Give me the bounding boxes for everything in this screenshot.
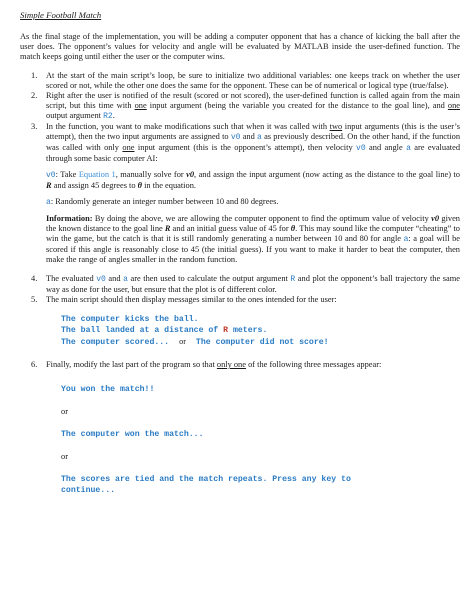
- or-separator: or: [179, 337, 186, 346]
- list-item-5: [20, 295, 460, 348]
- info-label: Information:: [46, 214, 93, 223]
- item-text: : Randomly generate an integer number between 10 and 80 degrees.: [50, 197, 279, 206]
- item-text: are then used to calculate the output argument: [127, 274, 291, 283]
- item-text: By doing the above, we are allowing the computer opponent to find the optimum value of velocity: [92, 214, 432, 223]
- underlined-text: one: [447, 101, 460, 110]
- math-var: v0: [431, 214, 440, 223]
- list-item-2: [20, 91, 460, 122]
- code-token: a: [46, 198, 51, 207]
- list-item-3: [20, 122, 460, 265]
- code-token: v0: [46, 171, 56, 180]
- v0-paragraph: [46, 170, 460, 191]
- item-text: and assign 45 degrees to: [51, 181, 138, 190]
- list-number: 6.: [31, 360, 38, 369]
- item-text: , and assign the input argument (now acting as the distance to the goal line) to: [194, 170, 460, 179]
- item-text: of the following three messages appear:: [245, 360, 382, 369]
- item-text: output argument: [46, 111, 104, 120]
- or-separator: or: [61, 407, 68, 416]
- code-token: a: [257, 133, 262, 142]
- item-text: and an initial guess value of 45 for: [170, 224, 291, 233]
- item-text: The evaluated: [46, 274, 97, 283]
- page-title: Simple Football Match: [20, 10, 102, 20]
- code-token: a: [123, 275, 128, 284]
- item-text: Finally, modify the last part of the program so that: [46, 360, 217, 369]
- underlined-text: one: [122, 143, 135, 152]
- item-text: and angle: [365, 143, 407, 152]
- computer-messages: [61, 314, 460, 348]
- document-page: [20, 10, 460, 496]
- item-text: : Take: [55, 170, 79, 179]
- message-text: The computer scored...: [61, 338, 170, 347]
- item-text: given the known distance to the goal line: [46, 214, 460, 233]
- item-text: and plot the opponent’s ball trajectory the same way as done for the user, but ensure that the plot is of different color.: [46, 274, 460, 294]
- match-message-lost: The computer won the match...: [61, 430, 204, 439]
- message-line: The computer kicks the ball.: [61, 315, 199, 324]
- code-token: v0: [356, 144, 366, 153]
- math-var: R: [46, 181, 52, 190]
- math-var: R: [164, 224, 171, 233]
- math-var: θ: [290, 224, 296, 233]
- information-paragraph: [46, 214, 460, 265]
- code-token: a: [406, 144, 411, 153]
- code-token: v0: [96, 275, 106, 284]
- item-text: Right after the user is notified of the result (scored or not scored), the user-defined function is called again from the main script, but this time with: [46, 91, 460, 110]
- item-text: At the start of the main script’s loop, be sure to initialize two additional variables: one keeps track on whether the user scored or not, while the other one does the same for the opponent. These can be of numerical or logical type (true/false).: [46, 71, 460, 90]
- code-token: R2: [103, 112, 113, 121]
- match-message-won: You won the match!!: [61, 385, 155, 394]
- item-text: and: [105, 274, 124, 283]
- message-line: [61, 325, 460, 336]
- underlined-text: only one: [216, 360, 246, 369]
- item-text: as previously described. On the other hand, if the function was called with only: [46, 132, 461, 152]
- list-number: 2.: [31, 91, 38, 100]
- a-paragraph: [46, 197, 460, 208]
- message-line: The scores are tied and the match repeats. Press any key to: [61, 475, 351, 484]
- math-var: θ: [137, 181, 143, 190]
- item-text: : a goal will be scored if this angle is reasonably close to 45 (the initial guess). If you want to make it harder to beat the computer, then make the range of angles smaller in the random function.: [46, 234, 460, 264]
- math-var: v0: [186, 170, 195, 179]
- underlined-text: one: [134, 101, 147, 110]
- list-number: 1.: [31, 71, 38, 80]
- message-text: meters.: [228, 326, 268, 335]
- list-number: 4.: [31, 274, 38, 283]
- item-text: . This may sound like the computer “cheating” to win the game, but the catch is that it is still randomly generating a number between 10 and 80 for angle: [46, 224, 460, 243]
- item-text: input arguments (this is the user’s attempt), then the two input arguments are assigned to: [46, 122, 460, 141]
- message-line: [61, 336, 460, 348]
- match-message-tied: [61, 474, 460, 496]
- code-token: a: [403, 235, 409, 244]
- code-token: R: [290, 275, 296, 284]
- list-item-1: [20, 71, 460, 91]
- item-text: in the equation.: [142, 181, 196, 190]
- item-text: input argument (this is the opponent’s attempt), then velocity: [134, 143, 357, 152]
- item-text: are evaluated through some basic computer AI:: [46, 143, 461, 163]
- item-text: input argument (being the variable you created for the distance to the goal line), and: [146, 101, 448, 110]
- message-line: continue...: [61, 486, 116, 495]
- list-number: 3.: [31, 122, 38, 131]
- list-number: 5.: [31, 295, 38, 304]
- list-item-6: [20, 360, 460, 496]
- intro-paragraph: As the final stage of the implementation, you will be adding a computer opponent that has a chance of kicking the ball after the user does. The opponent’s values for velocity and angle will be evaluated by MATLAB inside the user-defined function. The match keeps going until either the user or the computer wins.: [20, 32, 460, 61]
- equation-link[interactable]: Equation 1: [78, 170, 116, 179]
- item-text: and: [240, 132, 258, 141]
- message-variable: R: [223, 326, 229, 335]
- item-text: The main script should then display messages similar to the ones intended for the user:: [46, 295, 337, 304]
- message-text: The computer did not score!: [195, 338, 329, 347]
- or-separator: or: [61, 452, 68, 461]
- item-text: .: [112, 111, 115, 120]
- message-text: The ball landed at a distance of: [61, 326, 224, 335]
- item-text: , manually solve for: [115, 170, 187, 179]
- instruction-list: [20, 71, 460, 496]
- code-token: v0: [230, 133, 241, 142]
- underlined-text: two: [329, 122, 343, 131]
- item-text: In the function, you want to make modifications such that when it was called with: [46, 122, 330, 131]
- list-item-4: [20, 274, 460, 295]
